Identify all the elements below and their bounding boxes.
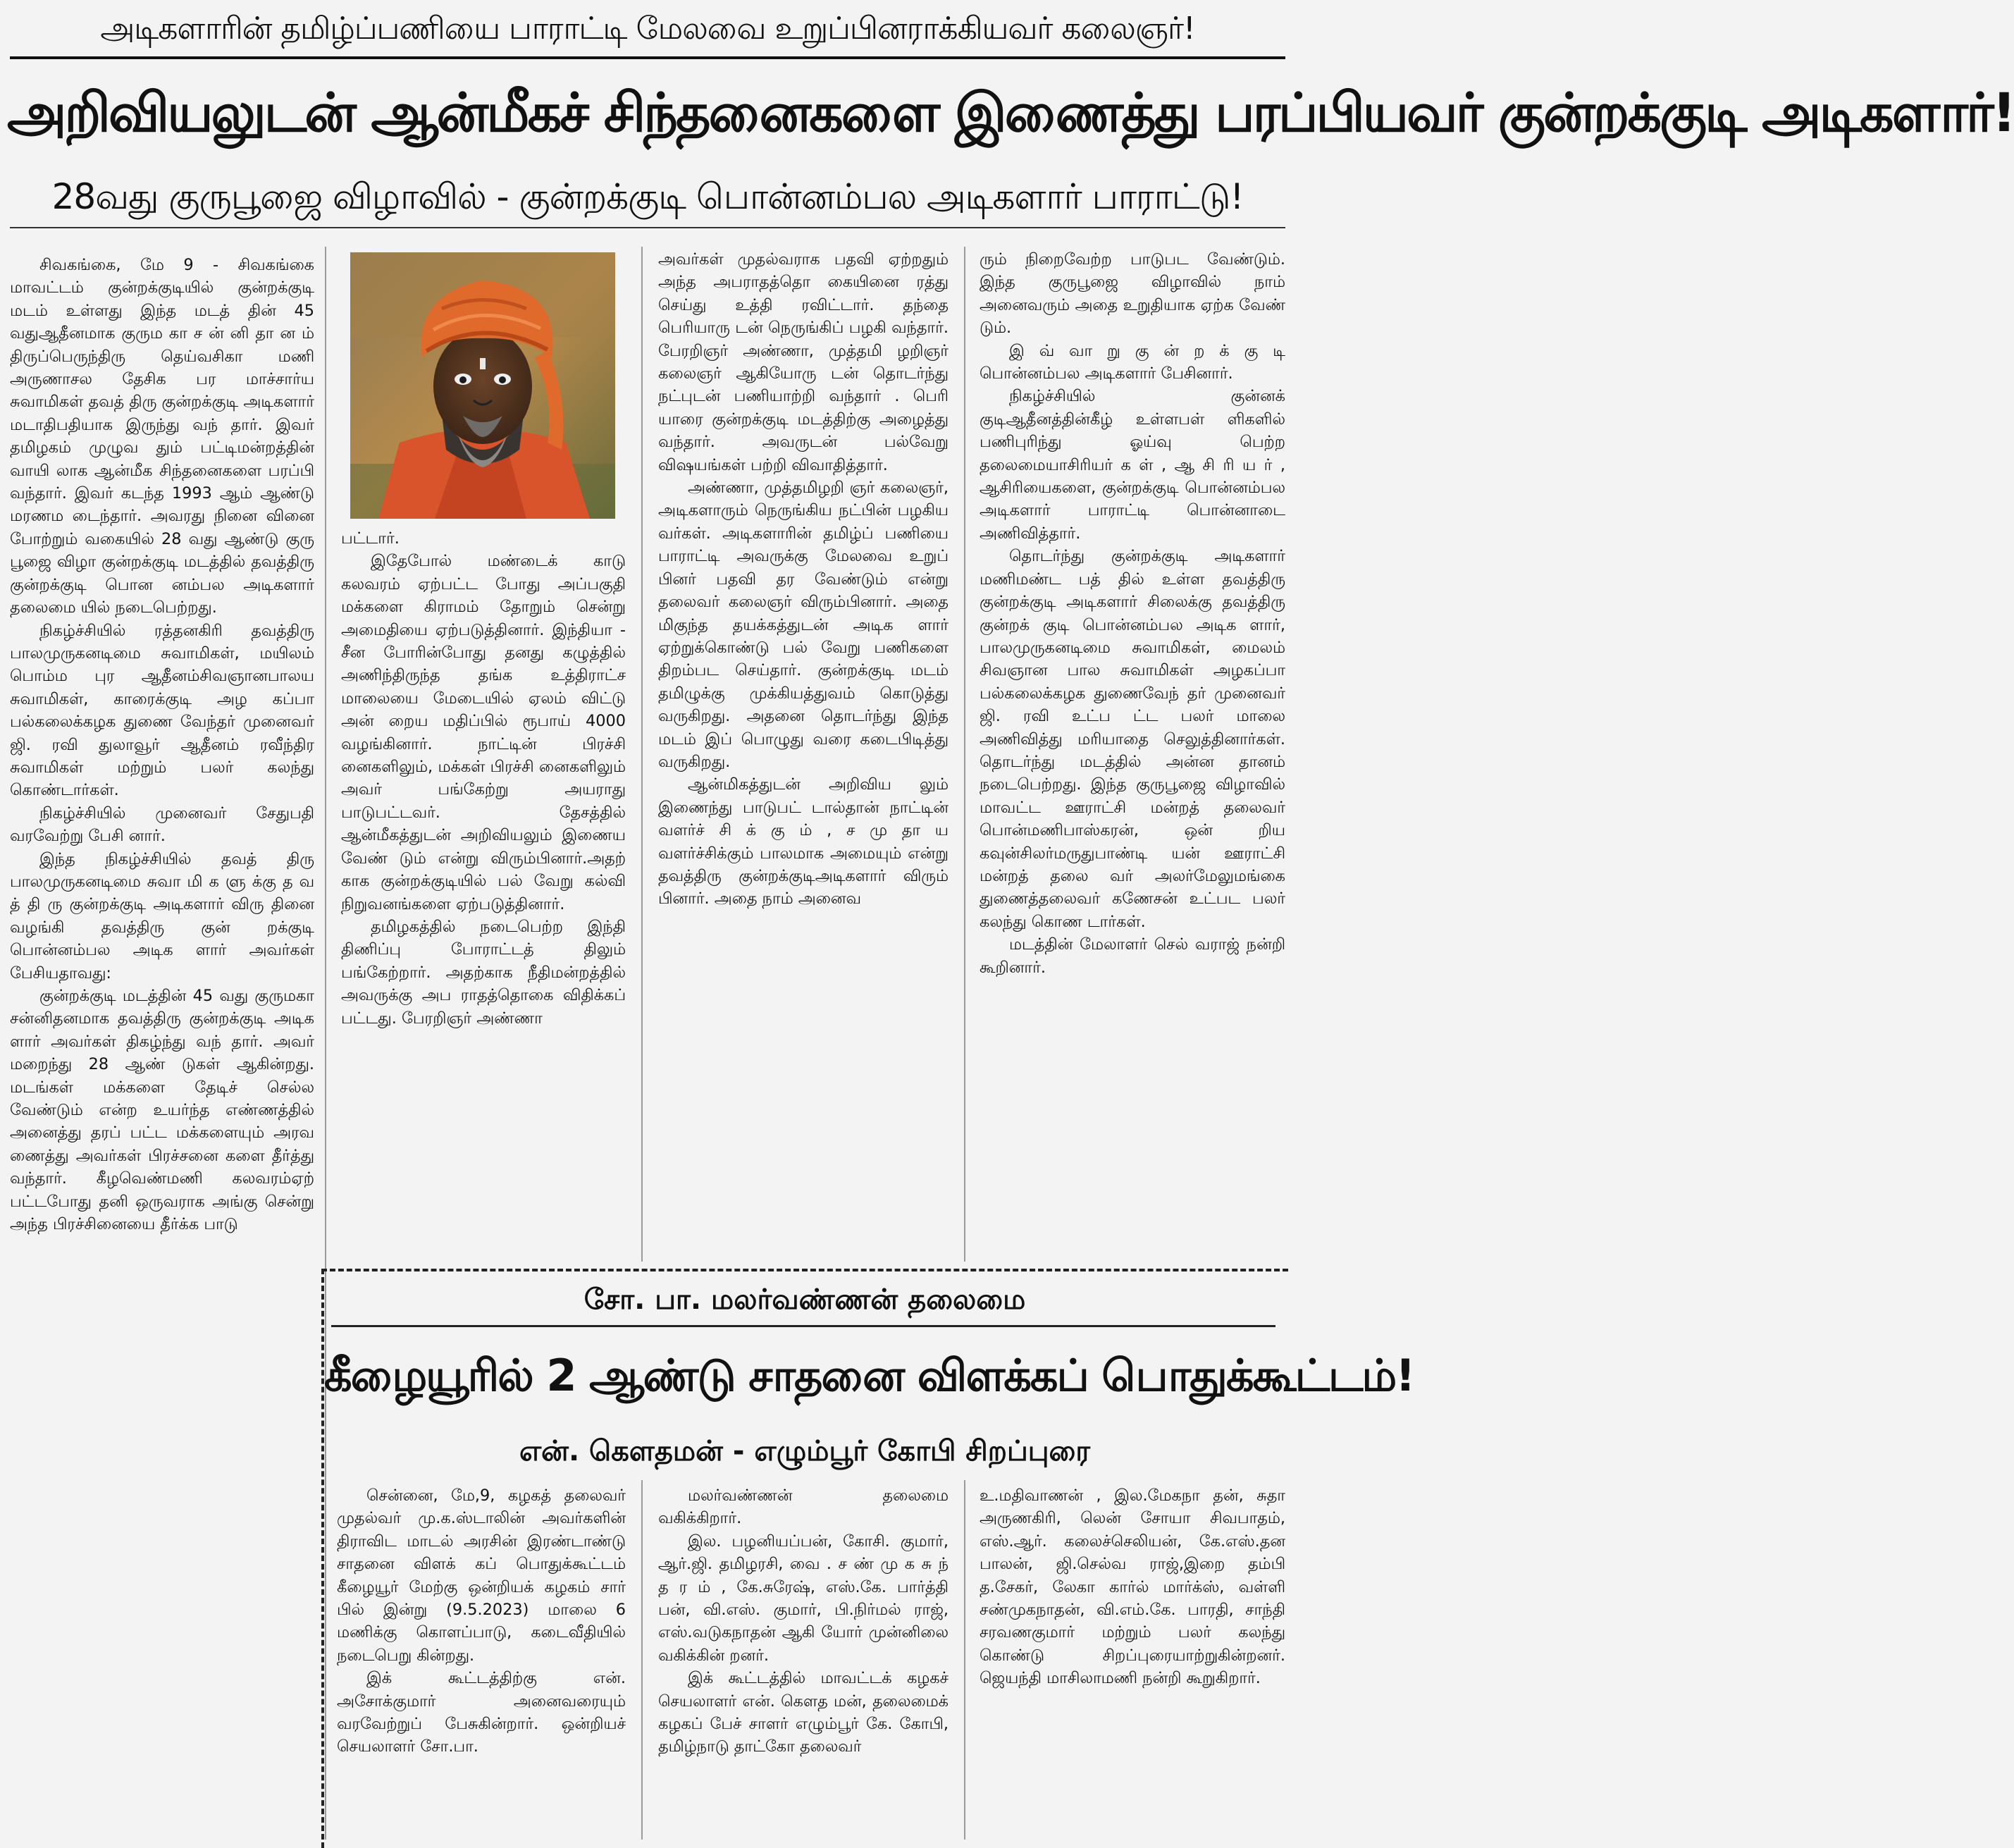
swami-portrait-photo	[350, 252, 615, 519]
column-divider	[964, 247, 965, 1262]
article-paragraph: இதேபோல் மண்டைக் காடு கலவரம் ஏற்பட்ட போது அப்பகுதி மக்களை கிராமம் தோறும் சென்று அமைதியை ஏற்படுத்தினார். இந்தியா - சீன போரின்போது தனது கழுத்தில் அணிந்திருந்த தங்க உத்திராட்ச மாலையை மேடையில் ஏலம் விட்டு அன் றைய மதிப்பில் ரூபாய் 4000 வழங்கினார். நாட்டின் பிரச்சி னைகளிலும், மக்கள் பிரச்சி னைகளிலும் அவர் பங்கேற்று அயராது பாடுபட்டவர். தேசத்தில் ஆன்மீகத்துடன் அறிவியலும் இணைய வேண் டும் என்று விரும்பினார்.அதற் காக குன்றக்குடியில் பல் வேறு கல்வி நிறுவனங்களை ஏற்படுத்தினார்.	[341, 552, 626, 913]
subhead-rule	[10, 227, 1285, 228]
article-paragraph: தமிழகத்தில் நடைபெற்ற இந்தி திணிப்பு போராட்டத் திலும் பங்கேற்றார். அதற்காக நீதிமன்றத்தில் அவருக்கு அப ராதத்தொகை விதிக்கப் பட்டது. பேரறிஞர் அண்ணா	[341, 917, 626, 1028]
article-paragraph: உ.மதிவாணன் , இல.மேகநா தன், சுதா அருணகிரி, லென் சோயா சிவபாதம், எஸ்.ஆர். கலைச்செலியன், கே.எஸ்.தன பாலன், ஜி.செல்வ ராஜ்,இறை தம்பி த.சேகர், லேகா கார்ல் மார்க்ஸ், வள்ளி சண்முகநாதன், வி.எம்.கே. பாரதி, சாந்தி சரவணகுமார் மற்றும் பலர் கலந்து கொண்டு சிறப்புரையாற்றுகின்றனர். ஜெயந்தி மாசிலாமணி நன்றி கூறுகிறார்.	[980, 1486, 1285, 1688]
boxed-article-headline: கீழையூரில் 2 ஆண்டு சாதனை விளக்கப் பொதுக்கூட்டம்!	[324, 1350, 1414, 1401]
article1-column-4	[980, 248, 1285, 1257]
article-paragraph: ஆன்மிகத்துடன் அறிவிய லும் இணைந்து பாடுபட் டால்தான் நாட்டின் வளர்ச் சி க் கு ம் , ச மு தா ய வளர்ச்சிக்கும் பாலமாக அமையும் என்று தவத்திரு குன்றக்குடிஅடிகளார் விரும் பினார். அதை நாம் அனைவ	[658, 775, 949, 908]
article-paragraph: பட்டார்.	[341, 529, 400, 548]
boxed-kicker-rule	[331, 1325, 1275, 1327]
article-paragraph: தொடர்ந்து குன்றக்குடி அடிகளார் மணிமண்ட பத் தில் உள்ள தவத்திரு குன்றக்குடி அடிகளார் சிலைக்கு தவத்திரு குன்றக் குடி பொன்னம்பல அடிக ளார், பாலமுருகனடிமை சுவாமிகள், மைலம் சிவஞான பால சுவாமிகள் அழகப்பா பல்கலைக்கழக துணைவேந் தர் முனைவர் ஜி. ரவி உட்ப ட்ட பலர் மாலை அணிவித்து மரியாதை செலுத்தினார்கள். தொடர்ந்து மடத்தில் அன்ன தானம் நடைபெற்றது. இந்த குருபூஜை விழாவில் மாவட்ட ஊராட்சி மன்றத் தலைவர் பொன்மணிபாஸ்கரன், ஒன் றிய கவுன்சிலர்மருதுபாண்டி யன் ஊராட்சி மன்றத் தலை வர் அலர்மேலுமங்கை துணைத்தலைவர் கணேசன் உட்பட பலர் கலந்து கொண டார்கள்.	[980, 547, 1285, 931]
article-paragraph: நிகழ்ச்சியில் ரத்தனகிரி தவத்திரு பாலமுருகனடிமை சுவாமிகள், மயிலம் பொம்ம புர ஆதீனம்சிவஞானபாலய சுவாமிகள், காரைக்குடி அழ கப்பா பல்கலைக்கழக துணை வேந்தர் முனைவர் ஜி. ரவி துலாவூர் ஆதீனம் ரவீந்திர சுவாமிகள் மற்றும் பலர் கலந்து கொண்டார்கள்.	[10, 621, 314, 800]
article-paragraph: இந்த நிகழ்ச்சியில் தவத் திரு பாலமுருகனடிமை சுவா மி க ளு க்கு த வ த் தி ரு குன்றக்குடி அடிகளார் விரு தினை வழங்கி தவத்திரு குன் றக்குடி பொன்னம்பல அடிக ளார் அவர்கள் பேசியதாவது:	[10, 849, 314, 982]
article-paragraph: சென்னை, மே,9, கழகத் தலைவர் முதல்வர் மு.க.ஸ்டாலின் அவர்களின் திராவிட மாடல் அரசின் இரண்டாண்டு சாதனை விளக் கப் பொதுக்கூட்டம் கீழையூர் மேற்கு ஒன்றியக் கழகம் சார் பில் இன்று (9.5.2023) மாலை 6 மணிக்கு கொளப்பாடு, கடைவீதியில் நடைபெறு கின்றது.	[337, 1486, 626, 1665]
boxed-article-kicker: சோ. பா. மலர்வண்ணன் தலைமை	[583, 1283, 1026, 1316]
kicker-rule	[10, 56, 1285, 59]
article1-column-1	[10, 254, 314, 1840]
article-headline: அறிவியலுடன் ஆன்மீகச் சிந்தனைகளை இணைத்து பரப்பியவர் குன்றக்குடி அடிகளார்!	[7, 81, 2014, 144]
article-paragraph: இக் கூட்டத்தில் மாவட்டக் கழகச் செயலாளர் என். கௌத மன், தலைமைக் கழகப் பேச் சாளர் எழும்பூர் கே. கோபி, தமிழ்நாடு தாட்கோ தலைவர்	[658, 1669, 949, 1756]
article-paragraph: மலர்வண்ணன் தலைமை வகிக்கிறார்.	[658, 1486, 949, 1528]
article1-column-2	[341, 527, 626, 1257]
article-paragraph: இ வ் வா று கு ன் ற க் கு டி பொன்னம்பல அடிகளார் பேசினார்.	[980, 341, 1285, 383]
article2-column-3	[980, 1484, 1285, 1840]
article-paragraph: நிகழ்ச்சியில் முனைவர் சேதுபதி வரவேற்று பேசி னார்.	[10, 803, 314, 846]
article2-column-1	[337, 1484, 626, 1840]
column-divider	[641, 247, 643, 1262]
article-paragraph: ரும் நிறைவேற்ற பாடுபட வேண்டும். இந்த குருபூஜை விழாவில் நாம் அனைவரும் அதை உறுதியாக ஏற்க வேண் டும்.	[980, 250, 1285, 338]
article-paragraph: அவர்கள் முதல்வராக பதவி ஏற்றதும் அந்த அபராதத்தொ கையினை ரத்து செய்து உத்தி ரவிட்டார். தந்தை பெரியாரு டன் நெருங்கிப் பழகி வந்தார். பேரறிஞர் அண்ணா, முத்தமி ழறிஞர் கலைஞர் ஆகியோரு டன் தொடர்ந்து நட்புடன் பணியாற்றி வந்தார் . பெரி யாரை குன்றக்குடி மடத்திற்கு அழைத்து வந்தார். அவருடன் பல்வேறு விஷயங்கள் பற்றி விவாதித்தார்.	[658, 250, 949, 474]
article-paragraph: இக் கூட்டத்திற்கு என். அசோக்குமார் அனைவரையும் வரவேற்றுப் பேசுகின்றார். ஒன்றியச் செயலாளர் சோ.பா.	[337, 1669, 626, 1756]
boxed-article-subhead: என். கௌதமன் - எழும்பூர் கோபி சிறப்புரை	[519, 1435, 1091, 1467]
article2-column-2	[658, 1484, 949, 1840]
article-kicker: அடிகளாரின் தமிழ்ப்பணியை பாராட்டி மேலவை உறுப்பினராக்கியவர் கலைஞர்!	[100, 11, 1195, 47]
article-paragraph: மடத்தின் மேலாளர் செல் வராஜ் நன்றி கூறினார்.	[980, 935, 1285, 977]
article-paragraph: இல. பழனியப்பன், கோசி. குமார், ஆர்.ஜி. தமிழரசி, வை . ச ண் மு க சு ந் த ர ம் , கே.சுரேஷ், எஸ்.கே. பார்த்தி பன், வி.எஸ். குமார், பி.நிர்மல் ராஜ், எஸ்.வடுகநாதன் ஆகி யோர் முன்னிலை வகிக்கின் றனர்.	[658, 1532, 949, 1665]
article-subhead: 28வது குருபூஜை விழாவில் - குன்றக்குடி பொன்னம்பல அடிகளார் பாராட்டு!	[51, 176, 1244, 217]
column-divider	[964, 1480, 965, 1840]
article-paragraph: அண்ணா, முத்தமிழறி ஞர் கலைஞர், அடிகளாரும் நெருங்கிய நட்பின் பழகிய வர்கள். அடிகளாரின் தமிழ்ப் பணியை பாராட்டி அவருக்கு மேலவை உறுப் பினர் பதவி தர வேண்டும் என்று தலைவர் கலைஞர் விரும்பினார். அதை மிகுந்த தயக்கத்துடன் அடிக ளார் ஏற்றுக்கொண்டு பல் வேறு பணிகளை திறம்பட செய்தார். குன்றக்குடி மடம் தமிழுக்கு முக்கியத்துவம் கொடுத்து வருகிறது. அதனை தொடர்ந்து இந்த மடம் இப் பொழுது வரை கடைபிடித்து வருகிறது.	[658, 479, 949, 771]
article-paragraph: சிவகங்கை, மே 9 - சிவகங்கை மாவட்டம் குன்றக்குடியில் குன்றக்குடி மடம் உள்ளது இந்த மடத் தின் 45 வதுஆதீனமாக குரும கா ச ன் னி தா ன ம் திருப்பெருந்திரு தெய்வசிகா மணி அருணாசல தேசிக பர மாச்சார்ய சுவாமிகள் தவத் திரு குன்றக்குடி அடிகளார் மடாதிபதியாக இருந்து வந் தார். இவர் தமிழகம் முழுவ தும் பட்டிமன்றத்தின் வாயி லாக ஆன்மீக சிந்தனைகளை பரப்பி வந்தார். இவர் கடந்த 1993 ஆம் ஆண்டு மரணம டைந்தார். அவரது நினை வினை போற்றும் வகையில் 28 வது ஆண்டு குரு பூஜை விழா குன்றக்குடி மடத்தில் தவத்திரு குன்றக்குடி பொன னம்பல அடிகளார் தலைமை யில் நடைபெற்றது.	[10, 256, 314, 617]
article-paragraph: குன்றக்குடி மடத்தின் 45 வது குருமகா சன்னிதனமாக தவத்திரு குன்றக்குடி அடிக ளார் அவர்கள் திகழ்ந்து வந் தார். அவர் மறைந்து 28 ஆண் டுகள் ஆகின்றது. மடங்கள் மக்களை தேடிச் செல்ல வேண்டும் என்ற உயர்ந்த எண்ணத்தில் அனைத்து தரப் பட்ட மக்களையும் அரவ ணைத்து அவர்கள் பிரச்சனை களை தீர்த்து வந்தார். கீழவெண்மணி கலவரம்ஏற் பட்டபோது தனி ஒருவராக அங்கு சென்று அந்த பிரச்சினையை தீர்க்க பாடு	[10, 987, 314, 1234]
article-paragraph: நிகழ்ச்சியில் குன்னக் குடிஆதீனத்தின்கீழ் உள்ளபள் ளிகளில் பணிபுரிந்து ஓய்வு பெற்ற தலைமையாசிரியர் க ள் , ஆ சி ரி ய ர் , ஆசிரியைகளை, குன்றக்குடி பொன்னம்பல அடிகளார் பாராட்டி பொன்னாடை அணிவித்தார்.	[980, 387, 1285, 543]
article1-column-3	[658, 248, 949, 1257]
column-divider	[641, 1480, 643, 1840]
